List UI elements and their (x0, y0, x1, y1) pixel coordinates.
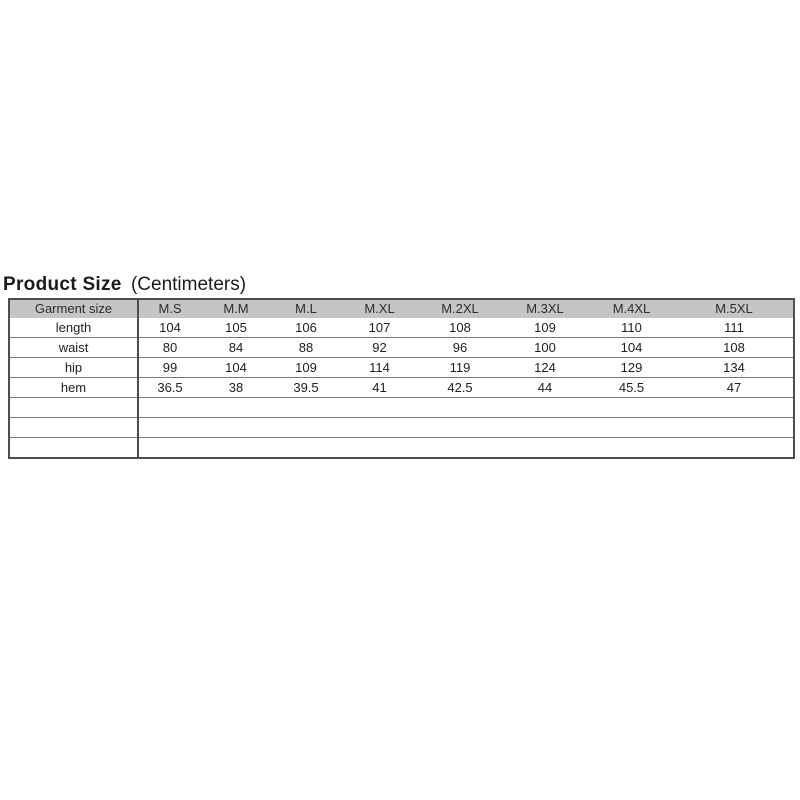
row-label (9, 398, 138, 418)
size-value-cell: 96 (452, 340, 468, 355)
table-row-length (9, 318, 794, 338)
row-label (9, 418, 138, 438)
empty-cell (138, 418, 794, 438)
page-title-unit: (Centimeters) (130, 274, 247, 295)
size-value-cell: 100 (534, 340, 556, 355)
row-label: hip (9, 358, 138, 378)
size-value-cell: 88 (298, 340, 314, 355)
column-header-ml: M.L (271, 299, 341, 318)
size-value-cell: 111 (724, 320, 744, 335)
table-row-hem (9, 378, 794, 398)
size-table (8, 298, 795, 459)
table-row-empty (9, 438, 794, 459)
size-value-cell: 119 (449, 360, 471, 375)
size-value-cell: 108 (449, 320, 471, 335)
size-value-cell: 124 (534, 360, 556, 375)
size-value-cell: 41 (372, 380, 387, 395)
column-header-m4xl: M.4XL (588, 299, 675, 318)
size-value-cell: 109 (295, 360, 317, 375)
size-value-cell: 80 (162, 340, 178, 355)
column-header-ms: M.S (138, 299, 201, 318)
size-value-cell: 110 (621, 320, 642, 335)
size-value-cell: 42.5 (447, 380, 473, 395)
size-value-cell: 36.5 (157, 380, 183, 395)
page-title (3, 274, 246, 296)
size-value-cell: 104 (225, 360, 247, 375)
table-row-empty (9, 398, 794, 418)
size-value-cell: 114 (369, 360, 390, 375)
size-value-cell: 47 (726, 380, 742, 395)
size-value-cell: 45.5 (618, 380, 645, 395)
size-value-cell: 99 (162, 360, 178, 375)
empty-cell (138, 438, 794, 459)
column-header-m2xl: M.2XL (418, 299, 502, 318)
size-value-cell: 108 (723, 340, 745, 355)
size-value-cell: 105 (225, 320, 247, 335)
page-title-main: Product Size (3, 274, 122, 295)
size-value-cell: 134 (723, 360, 745, 375)
size-value-cell: 44 (537, 380, 553, 395)
size-value-cell: 109 (534, 320, 556, 335)
size-value-cell: 129 (620, 360, 643, 375)
table-row-hip (9, 358, 794, 378)
table-row-waist (9, 338, 794, 358)
column-header-m3xl: M.3XL (502, 299, 588, 318)
column-header-mm: M.M (201, 299, 271, 318)
row-label: length (9, 318, 138, 338)
table-row-empty (9, 418, 794, 438)
row-label: waist (9, 338, 138, 358)
size-value-cell: 107 (368, 320, 391, 335)
size-table-header-row (9, 299, 794, 318)
size-value-cell: 84 (228, 340, 244, 355)
size-value-cell: 92 (372, 340, 387, 355)
column-header-m5xl: M.5XL (675, 299, 794, 318)
size-value-cell: 104 (620, 340, 643, 355)
size-value-cell: 39.5 (293, 380, 319, 395)
row-label: hem (9, 378, 138, 398)
column-header-mxl: M.XL (341, 299, 418, 318)
empty-cell (138, 398, 794, 418)
size-value-cell: 38 (228, 380, 244, 395)
size-value-cell: 104 (159, 320, 181, 335)
row-label (9, 438, 138, 459)
size-value-cell: 106 (295, 320, 317, 335)
column-header-garment-size: Garment size (9, 299, 138, 318)
